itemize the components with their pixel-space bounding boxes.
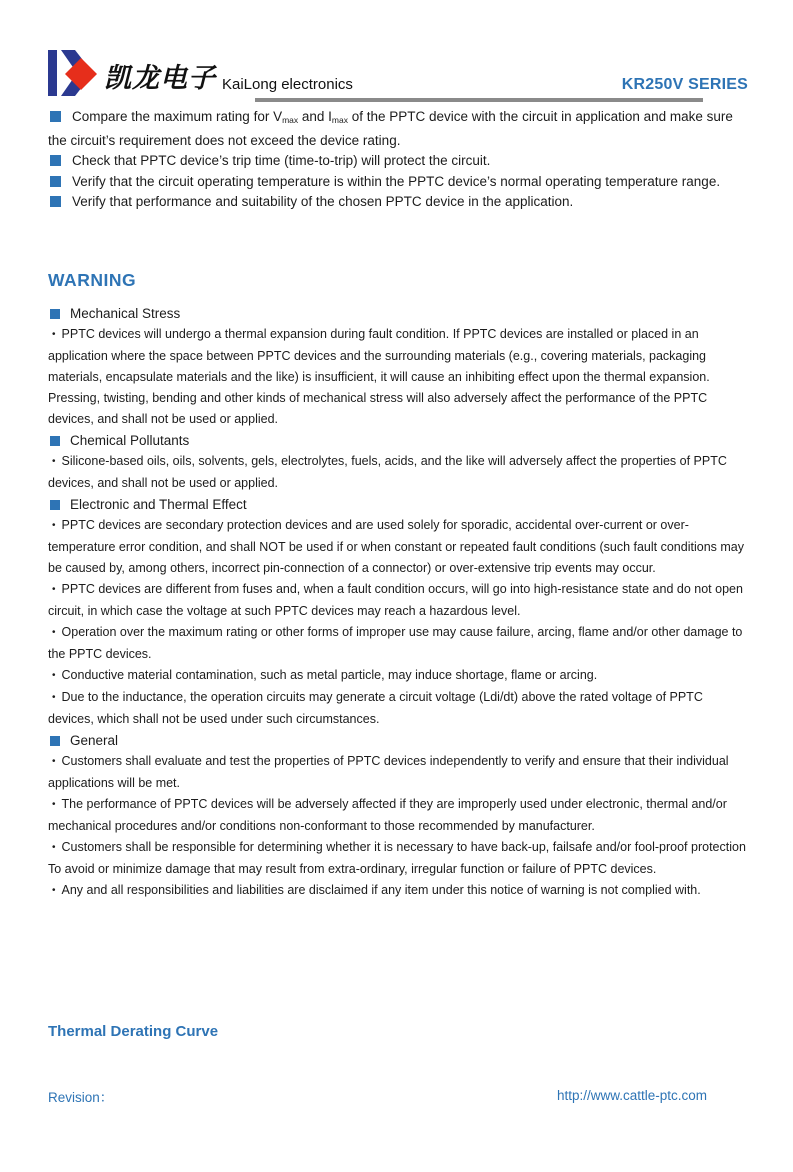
warning-title: WARNING: [48, 269, 137, 290]
warning-body: [48, 303, 748, 902]
section-heading: [48, 430, 748, 451]
section-heading: [48, 494, 748, 515]
warning-section-chemical-pollutants: [48, 430, 748, 494]
section-heading-label: Electronic and Thermal Effect: [70, 496, 247, 512]
subscript-max: max: [331, 115, 348, 125]
datasheet-page: [0, 50, 793, 1106]
warning-section-general: [48, 730, 748, 902]
checklist-item: [48, 107, 748, 151]
bullet-square-icon: [50, 436, 60, 446]
bullet-square-icon: [50, 309, 60, 319]
section-heading: [48, 303, 748, 324]
series-title: KR250V SERIES: [621, 76, 748, 93]
warning-paragraph: • Operation over the maximum rating or other forms of improper use may cause failure, arcing, flame and/or other damage to the PPTC devices.: [48, 622, 748, 665]
checklist-text: Verify that performance and suitability of the chosen PPTC device in the application.: [72, 194, 574, 209]
bullet-square-icon: [50, 196, 61, 207]
section-heading: [48, 730, 748, 751]
checklist-item: [48, 192, 748, 213]
checklist-text: Check that PPTC device’s trip time (time-to-trip) will protect the circuit.: [72, 153, 491, 168]
bullet-square-icon: [50, 500, 60, 510]
checklist-text: Compare the maximum rating for V: [72, 109, 283, 124]
warning-paragraph: • PPTC devices are different from fuses and, when a fault condition occurs, will go into high-resistance state and do not open circuit, in which case the voltage at such PPTC devices may reach a hazardous level.: [48, 579, 748, 622]
warning-section-mechanical-stress: [48, 303, 748, 430]
warning-section-electronic-thermal: [48, 494, 748, 730]
footer: [48, 1086, 748, 1106]
kailong-logo-icon: [48, 50, 100, 96]
warning-paragraph: • Any and all responsibilities and liabilities are disclaimed if any item under this notice of warning is not complied with.: [48, 880, 748, 902]
checklist-text: Verify that the circuit operating temperature is within the PPTC device’s normal operating temperature range.: [72, 173, 721, 189]
subscript-max: max: [282, 115, 299, 125]
checklist-text: and I: [298, 109, 332, 124]
bullet-square-icon: [50, 155, 61, 166]
website-link[interactable]: http://www.cattle-ptc.com: [556, 1088, 707, 1103]
warning-paragraph: • The performance of PPTC devices will be adversely affected if they are improperly used under electronic, thermal and/or mechanical procedures and/or conditions non-conformant to those recommended by manufacturer.: [48, 794, 748, 837]
logo-latin-text: KaiLong electronics: [222, 76, 353, 93]
thermal-derating-title: Thermal Derating Curve: [48, 1022, 219, 1040]
checklist-item: [48, 151, 748, 172]
warning-paragraph: • PPTC devices are secondary protection devices and are used solely for sporadic, accidental over-current or over-temperature error condition, and shall NOT be used if or when constant or repeated fault conditions (such fault conditions may be caused by, among others, incorrect pin-connection of a connector) or over-extensive trip events may occur.: [48, 515, 748, 579]
checklist-text: of the PPTC device with the circuit in application and make sure the circuit’s requirement does not exceed the device rating.: [48, 109, 733, 148]
warning-paragraph: • Conductive material contamination, such as metal particle, may induce shortage, flame or arcing.: [48, 665, 748, 687]
bullet-square-icon: [50, 736, 60, 746]
warning-paragraph: • Customers shall be responsible for determining whether it is necessary to have back-up, failsafe and/or fool-proof protection To avoid or minimize damage that may result from extra-ordinary, irregular function or failure of PPTC devices.: [48, 837, 748, 880]
header-divider: [255, 98, 703, 102]
bullet-square-icon: [50, 176, 61, 187]
warning-paragraph: • Silicone-based oils, oils, solvents, gels, electrolytes, fuels, acids, and the like will adversely affect the properties of PPTC devices, and shall not be used or applied.: [48, 451, 748, 494]
bullet-square-icon: [50, 111, 61, 122]
section-heading-label: General: [70, 732, 119, 748]
logo-chinese-text: 凯龙电子: [104, 63, 216, 94]
section-heading-label: Chemical Pollutants: [70, 432, 190, 448]
warning-paragraph: • PPTC devices will undergo a thermal expansion during fault condition. If PPTC devices are installed or placed in an application where the space between PPTC devices and the surrounding materials (e.g., covering materials, packaging materials, encapsulate materials and the like) is insufficient, it will cause an inhibiting effect upon the thermal expansion. Pressing, twisting, bending and other kinds of mechanical stress will also adversely affect the performance of the PPTC devices, and shall not be used or applied.: [48, 324, 748, 430]
revision-label: Revision：: [48, 1089, 114, 1105]
warning-paragraph: • Customers shall evaluate and test the properties of PPTC devices independently to verify and ensure that their individual applications will be met.: [48, 751, 748, 794]
checklist: [48, 107, 748, 213]
checklist-item: [48, 172, 748, 193]
header: [48, 50, 748, 96]
warning-paragraph: • Due to the inductance, the operation circuits may generate a circuit voltage (Ldi/dt) above the rated voltage of PPTC devices, which shall not be used under such circumstances.: [48, 687, 748, 730]
section-heading-label: Mechanical Stress: [70, 305, 181, 321]
